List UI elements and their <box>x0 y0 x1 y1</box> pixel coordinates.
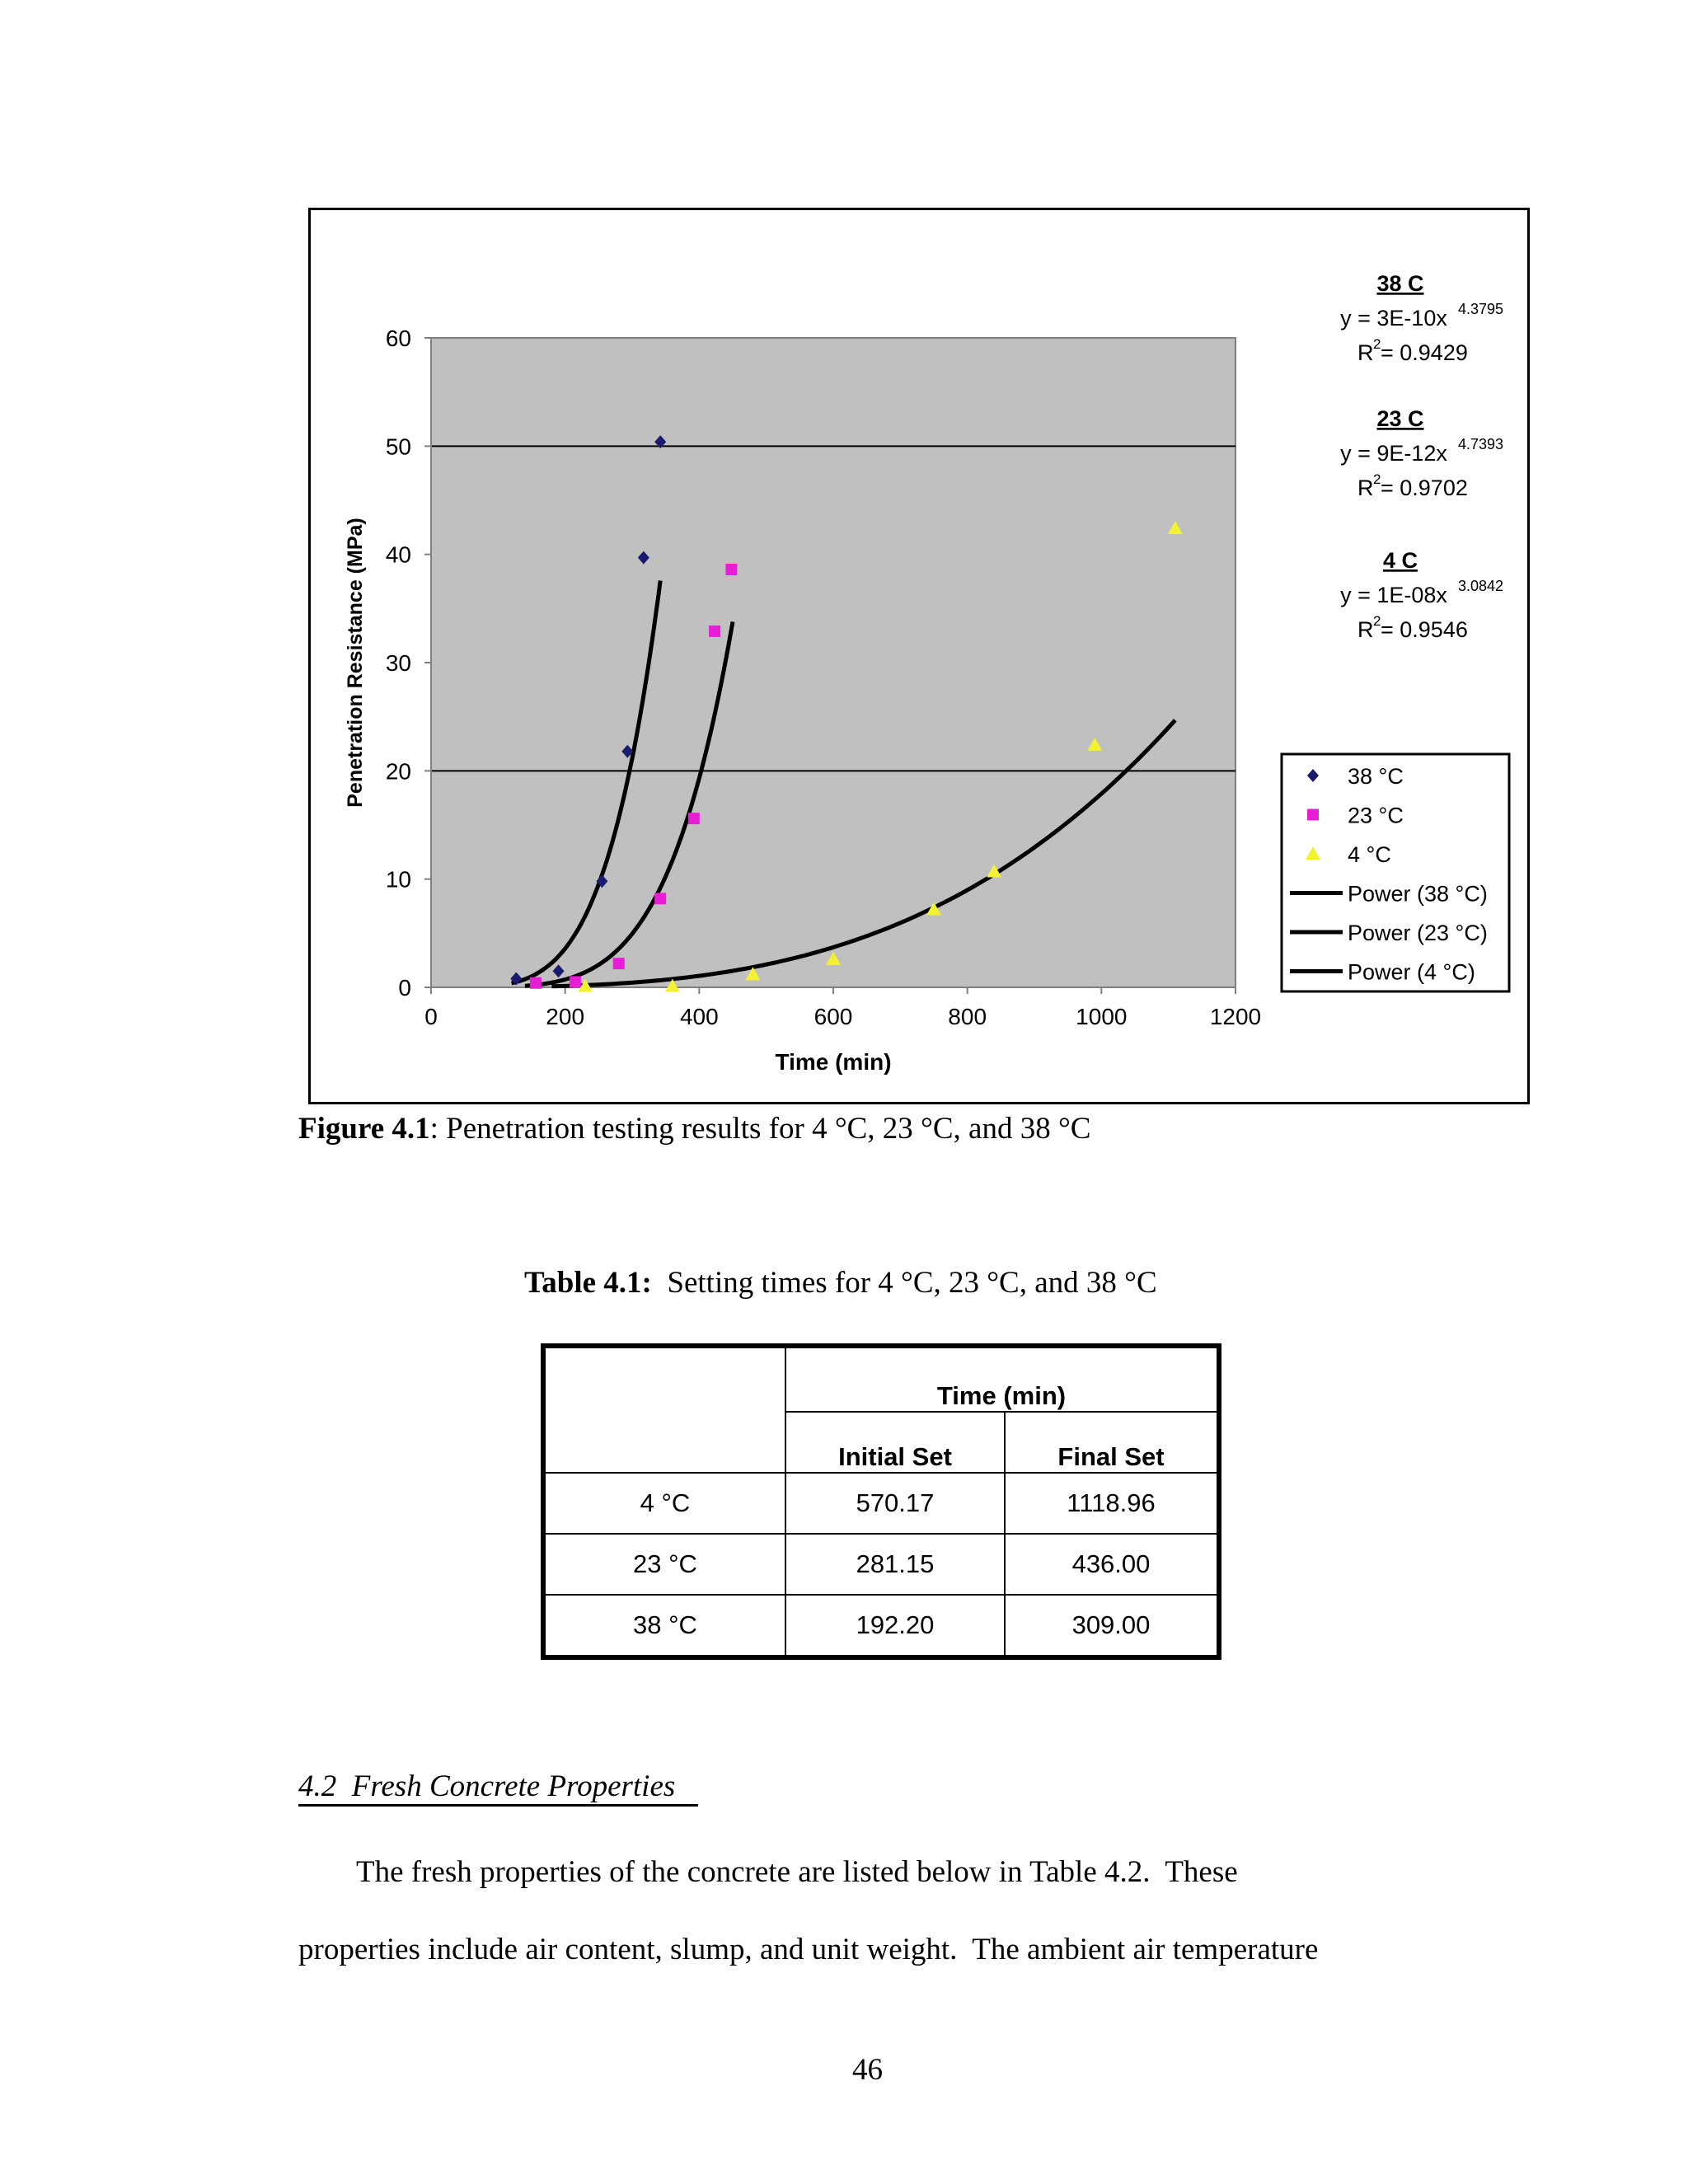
y-tick-label: 20 <box>385 758 411 785</box>
annotation-exponent: 3.0842 <box>1458 578 1504 594</box>
table-col-final: Final Set <box>1005 1412 1219 1473</box>
table-cell-initial: 570.17 <box>785 1473 1005 1534</box>
data-point <box>688 813 700 824</box>
annotation-exponent: 4.7393 <box>1458 436 1504 452</box>
x-tick-label: 0 <box>424 1004 438 1029</box>
x-tick-label: 200 <box>546 1004 585 1029</box>
body-text-line: The fresh properties of the concrete are listed below in Table 4.2. These <box>356 1855 1238 1889</box>
legend-box <box>1282 754 1509 991</box>
table-row <box>543 1595 1219 1657</box>
x-tick-label: 800 <box>948 1004 987 1029</box>
legend-label: 23 °C <box>1348 803 1404 828</box>
annotation-r2-value: = 0.9429 <box>1381 340 1468 365</box>
table-caption <box>524 1265 1157 1301</box>
page-number: 46 <box>852 2053 883 2087</box>
table-cell-final: 436.00 <box>1005 1534 1219 1595</box>
y-axis-label: Penetration Resistance (MPa) <box>344 518 367 808</box>
legend-label: Power (38 °C) <box>1348 881 1488 907</box>
annotation-r2-sup: 2 <box>1373 336 1381 352</box>
legend-label: 4 °C <box>1348 842 1391 867</box>
legend-label: Power (4 °C) <box>1348 959 1475 985</box>
annotation-equation: y = 3E-10x <box>1340 306 1447 330</box>
table-col-initial: Initial Set <box>785 1412 1005 1473</box>
data-point <box>570 976 581 987</box>
table-cell-initial: 192.20 <box>785 1595 1005 1657</box>
annotation-title: 4 C <box>1382 548 1418 573</box>
data-point <box>530 977 542 989</box>
table-caption-text: Setting times for 4 °C, 23 °C, and 38 °C <box>651 1266 1157 1300</box>
figure-caption-label: Figure 4.1 <box>298 1112 430 1146</box>
data-point <box>709 626 720 637</box>
legend-label: Power (23 °C) <box>1348 921 1488 945</box>
plot-area <box>431 338 1236 987</box>
y-tick-label: 0 <box>398 975 411 1001</box>
data-point <box>725 564 737 575</box>
data-point <box>613 958 625 969</box>
table-row <box>543 1534 1219 1595</box>
penetration-chart <box>311 210 1527 1102</box>
setting-times-table <box>541 1343 1221 1660</box>
annotation-r2-label: R <box>1357 476 1374 500</box>
annotation-r2-label: R <box>1357 340 1374 365</box>
annotation-exponent: 4.3795 <box>1458 301 1504 317</box>
annotation-r2-sup: 2 <box>1373 471 1381 487</box>
annotation-title: 38 C <box>1376 271 1424 296</box>
table-corner-cell <box>543 1346 785 1473</box>
x-tick-label: 1200 <box>1209 1004 1262 1029</box>
table-row-label: 4 °C <box>543 1473 785 1534</box>
annotation-r2-sup: 2 <box>1373 613 1381 629</box>
figure-caption-text: : Penetration testing results for 4 °C, 23 °C, and 38 °C <box>429 1112 1091 1146</box>
data-point <box>654 893 666 904</box>
table-cell-final: 309.00 <box>1005 1595 1219 1657</box>
annotation-r2-label: R <box>1357 617 1374 642</box>
table-row-label: 38 °C <box>543 1595 785 1657</box>
annotation-r2-value: = 0.9546 <box>1381 617 1468 642</box>
table-caption-label: Table 4.1: <box>524 1266 652 1300</box>
table-cell-initial: 281.15 <box>785 1534 1005 1595</box>
x-axis-label: Time (min) <box>775 1049 892 1075</box>
annotation-equation: y = 9E-12x <box>1340 441 1447 466</box>
figure-caption <box>298 1111 1090 1146</box>
legend-label: 38 °C <box>1348 764 1404 789</box>
y-tick-label: 60 <box>385 326 411 351</box>
table-group-header: Time (min) <box>785 1346 1219 1412</box>
table-header-row <box>543 1346 1219 1412</box>
figure-chart-frame <box>308 208 1530 1104</box>
x-tick-label: 1000 <box>1076 1004 1128 1029</box>
body-text-line: properties include air content, slump, and unit weight. The ambient air temperature <box>298 1933 1319 1966</box>
x-tick-label: 600 <box>814 1004 853 1029</box>
y-tick-label: 50 <box>385 434 411 460</box>
table-row-label: 23 °C <box>543 1534 785 1595</box>
annotation-title: 23 C <box>1376 406 1424 431</box>
legend-marker <box>1307 809 1319 821</box>
x-tick-label: 400 <box>679 1004 719 1029</box>
y-tick-label: 10 <box>385 866 411 893</box>
table-cell-final: 1118.96 <box>1005 1473 1219 1534</box>
annotation-equation: y = 1E-08x <box>1340 583 1447 607</box>
annotation-r2-value: = 0.9702 <box>1381 476 1468 500</box>
section-heading: 4.2 Fresh Concrete Properties <box>298 1769 698 1807</box>
table-row <box>543 1473 1219 1534</box>
y-tick-label: 40 <box>385 541 411 568</box>
y-tick-label: 30 <box>385 650 411 676</box>
